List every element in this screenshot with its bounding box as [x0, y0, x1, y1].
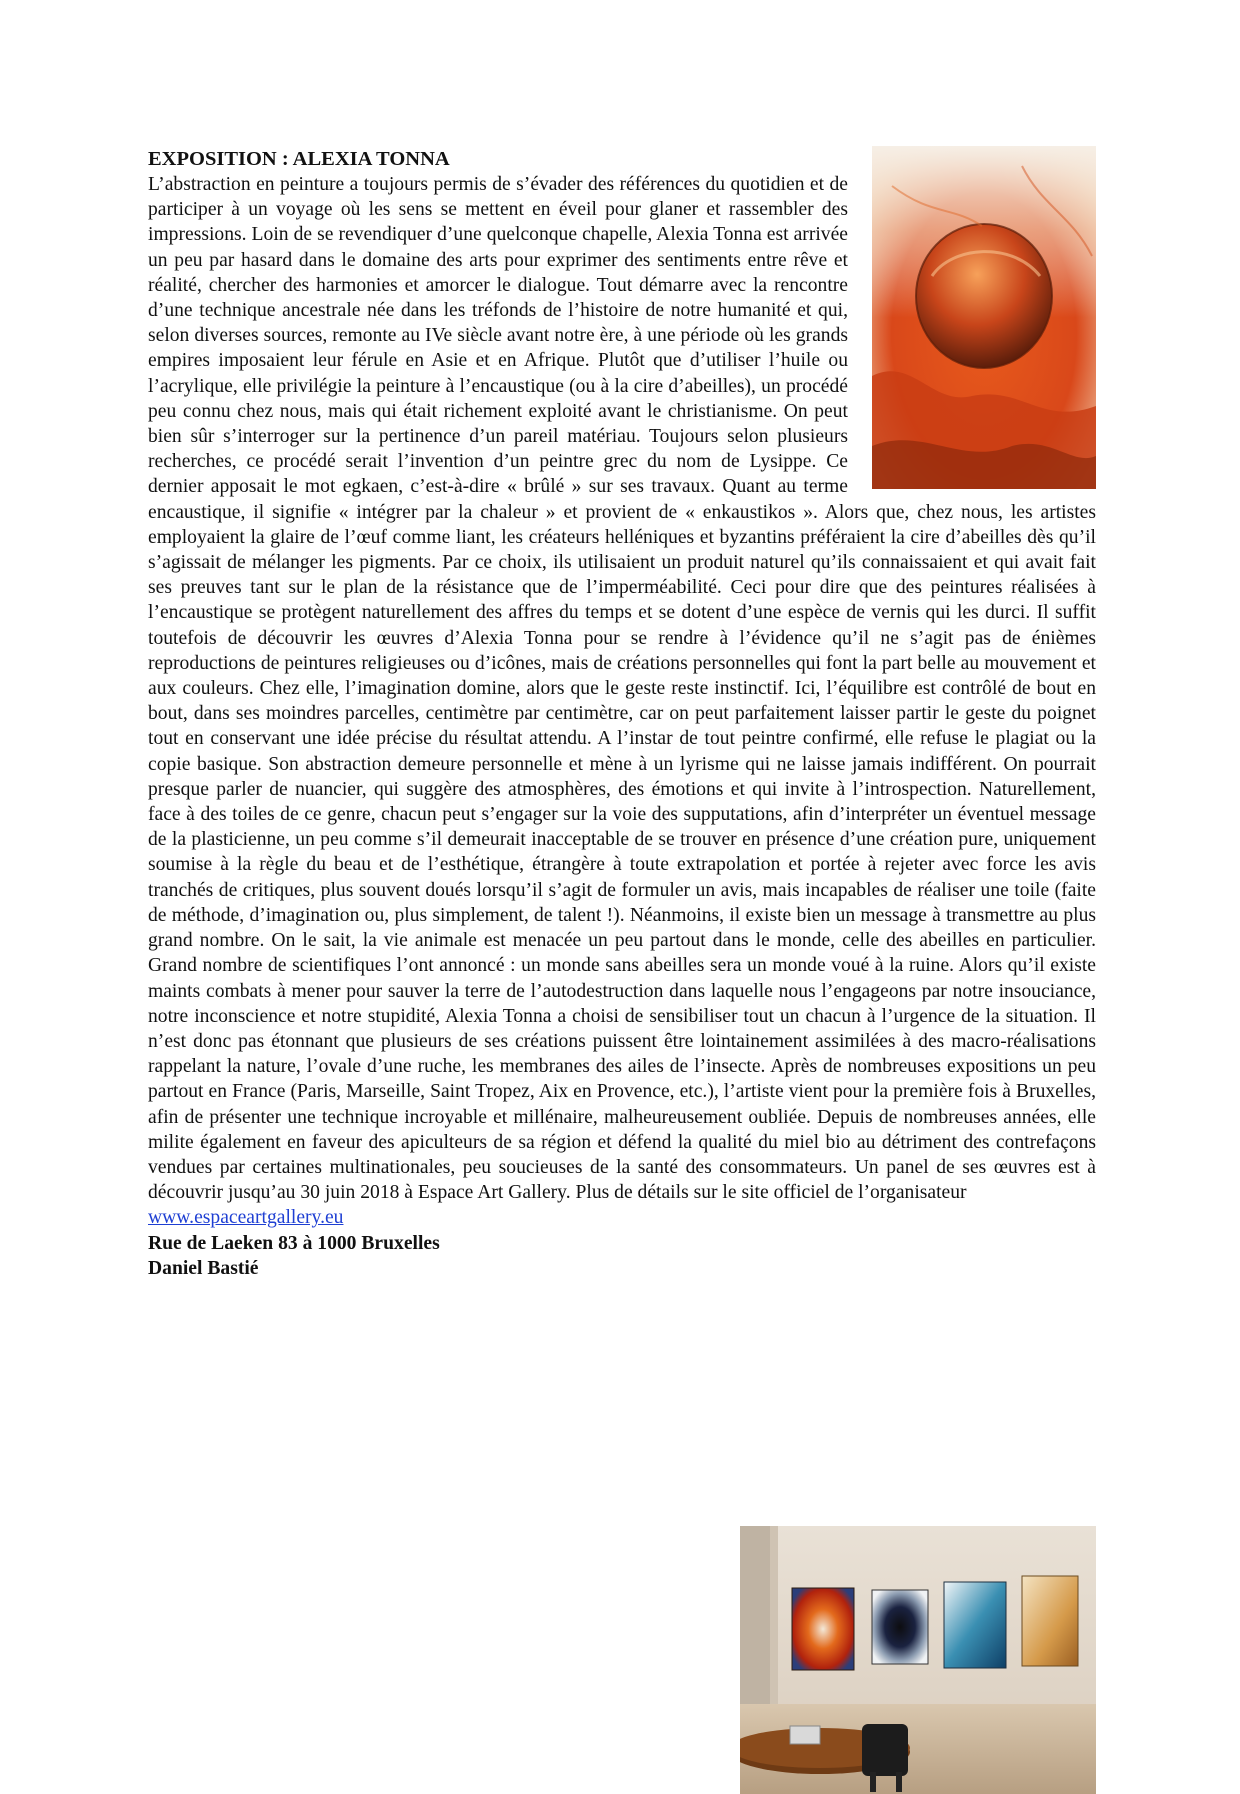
article [148, 146, 1096, 1794]
article-title: EXPOSITION : ALEXIA TONNA [148, 148, 450, 170]
gallery-address: Rue de Laeken 83 à 1000 Bruxelles [148, 1232, 440, 1254]
painting-svg [872, 146, 1096, 489]
article-body: L’abstraction en peinture a toujours permis de s’évader des références du quotidien et de participer à un voyage où les sens se mettent en éveil pour glaner et rassembler des impressions. Loin de se revendiquer d’une quelconque chapelle, Alexia Tonna est arrivée un peu par hasard dans le domaine des arts pour exprimer des sentiments entre rêve et réalité, chercher des harmonies et amorcer le dialogue. Tout démarre avec la rencontre d’une technique ancestrale née dans les tréfonds de l’histoire de notre humanité et qui, selon diverses sources, remonte au IVe siècle avant notre ère, à une période où les grands empires imposaient leur férule en Asie et en Afrique. Plutôt que d’utiliser l’huile ou l’acrylique, elle privilégie la peinture à l’encaustique (ou à la cire d’abeilles), un procédé peu connu chez nous, mais qui était richement exploité avant le christianisme. On peut bien sûr s’interroger sur la pertinence d’un pareil matériau. Toujours selon plusieurs recherches, ce procédé serait l’invention d’un peintre grec du nom de Lysippe. Ce dernier apposait le mot egkaen, c’est-à-dire « brûlé » sur ses travaux. Quant au terme encaustique, il signifie « intégrer par la chaleur » et provient de « enkaustikos ». Alors que, chez nous, les artistes employaient la glaire de l’œuf comme liant, les créateurs helléniques et byzantins préféraient la cire d’abeilles dès qu’il s’agissait de mélanger les pigments. Par ce choix, ils utilisaient un produit naturel qu’ils connaissaient et qui avait fait ses preuves tant sur le plan de la résistance que de l’imperméabilité. Ceci pour dire que des peintures réalisées à l’encaustique se protègent naturellement des affres du temps et se dotent d’une espèce de vernis qui les durci. Il suffit toutefois de découvrir les œuvres d’Alexia Tonna pour se rendre à l’évidence qu’il ne s’agit pas de énièmes reproductions de peintures religieuses ou d’icônes, mais de créations personnelles qui font la part belle au mouvement et aux couleurs. Chez elle, l’imagination domine, alors que le geste reste instinctif. Ici, l’équilibre est contrôlé de bout en bout, dans ses moindres parcelles, centimètre par centimètre, car on peut parfaitement laisser partir le geste du poignet tout en conservant une idée précise du résultat attendu. A l’instar de tout peintre confirmé, elle refuse le plagiat ou la copie basique. Son abstraction demeure personnelle et mène à un lyrisme qui ne laisse jamais indifférent. On pourrait presque parler de nuancier, qui suggère des atmosphères, des émotions et qui invite à l’introspection. Naturellement, face à des toiles de ce genre, chacun peut s’engager sur la voie des supputations, afin d’interpréter un éventuel message de la plasticienne, un peu comme s’il demeurait inacceptable de se trouver en présence d’une création pure, uniquement soumise à la règle du beau et de l’esthétique, étrangère à toute extrapolation et portée à rejeter avec force les avis tranchés de critiques, plus souvent doués lorsqu’il s’agit de formuler un avis, mais incapables de réaliser une toile (faite de méthode, d’imagination ou, plus simplement, de talent !). Néanmoins, il existe bien un message à transmettre au plus grand nombre. On le sait, la vie animale est menacée un peu partout dans le monde, celle des abeilles en particulier. Grand nombre de scientifiques l’ont annoncé : un monde sans abeilles sera un monde voué à la ruine. Alors qu’il existe maints combats à mener pour sauver la terre de l’autodestruction dans laquelle nous l’engageons par notre insouciance, notre inconscience et notre stupidité, Alexia Tonna a choisi de sensibiliser tout un chacun à l’urgence de la situation. Il n’est donc pas étonnant que plusieurs de ses créations puissent être lointainement assimilées à des macro-réalisations rappelant la nature, l’ovale d’une ruche, les membranes des ailes de l’insecte. Après de nombreuses expositions un peu partout en France (Paris, Marseille, Saint Tropez, Aix en Provence, etc.), l’artiste vient pour la première fois à Bruxelles, afin de présenter une technique incroyable et millénaire, malheureusement oubliée. Depuis de nombreuses années, elle milite également en faveur des apiculteurs de sa région et défend la qualité du miel bio au détriment des contrefaçons vendues par certaines multinationales, peu soucieuses de la santé des consommateurs. Un panel de ses œuvres est à découvrir jusqu’au 30 juin 2018 à Espace Art Gallery. Plus de détails sur le site officiel de l’organisateur [148, 174, 1096, 1204]
organizer-website-link[interactable]: www.espaceartgallery.eu [148, 1207, 344, 1229]
painting-image [872, 146, 1096, 489]
author-name: Daniel Bastié [148, 1257, 259, 1279]
